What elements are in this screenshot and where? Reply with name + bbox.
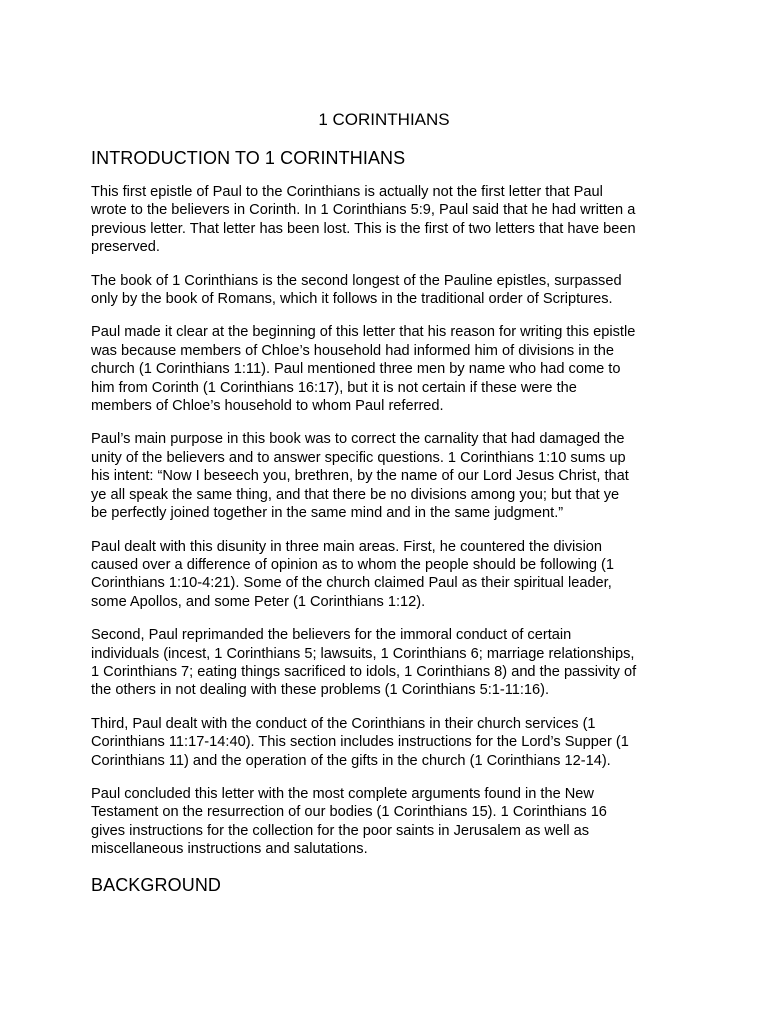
document-title: 1 CORINTHIANS: [318, 110, 450, 129]
paragraph-reason-for-writing: Paul made it clear at the beginning of this letter that his reason for writing this epistle was because members of Chloe’s household had informed him of divisions in the church (1 Corinthians 1:11). Paul mentioned three men by name who had come to him from Corinth (1 Corinthians 16:17), but it is not certain if these were the members of Chloe’s household to whom Paul referred.: [91, 324, 636, 415]
background-heading: BACKGROUND: [91, 874, 222, 895]
intro-heading: INTRODUCTION TO 1 CORINTHIANS: [91, 148, 406, 168]
paragraph-main-purpose: Paul’s main purpose in this book was to correct the carnality that had damaged the unity of the believers and to answer specific questions. 1 Corinthians 1:10 sums up his intent: “Now I beseech you, brethren, by the name of our Lord Jesus Christ, that ye all speak the same thing, and that there be no divisions among you; but that ye be perfectly joined together in the same mind and in the same judgment.”: [91, 431, 629, 522]
paragraph-immoral-conduct: Second, Paul reprimanded the believers for the immoral conduct of certain individuals (incest, 1 Corinthians 5; lawsuits, 1 Corinthians 6; marriage relationships, 1 Corinthians 7; eating things sacrificed to idols, 1 Corinthians 8) and the passivity of the others in not dealing with these problems (1 Corinthians 5:1-11:16).: [91, 627, 637, 699]
document-body: [91, 147, 691, 910]
paragraph-conclusion: Paul concluded this letter with the most complete arguments found in the New Testament on the resurrection of our bodies (1 Corinthians 15). 1 Corinthians 16 gives instructions for the collection for the poor saints in Jerusalem as well as miscellaneous instructions and salutations.: [91, 785, 607, 858]
paragraph-church-services: Third, Paul dealt with the conduct of the Corinthians in their church services (1 Corinthians 11:17-14:40). This section includes instructions for the Lord’s Supper (1 Corinthians 11) and the operation of the gifts in the church (1 Corinthians 12-14).: [91, 715, 629, 769]
paragraph-earlier-letter: This first epistle of Paul to the Corinthians is actually not the first letter that Paul wrote to the believers in Corinth. In 1 Corinthians 5:9, Paul said that he had written a previous letter. That letter has been lost. This is the first of two letters that have been preserved.: [91, 184, 636, 256]
paragraph-disunity: Paul dealt with this disunity in three main areas. First, he countered the division caused over a difference of opinion as to whom the people should be following (1 Corinthians 1:10-4:21). Some of the church claimed Paul as their spiritual leader, some Apollos, and some Peter (1 Corinthians 1:12).: [91, 538, 615, 610]
paragraph-second-longest: The book of 1 Corinthians is the second longest of the Pauline epistles, surpassed only by the book of Romans, which it follows in the traditional order of Scriptures.: [91, 272, 622, 308]
